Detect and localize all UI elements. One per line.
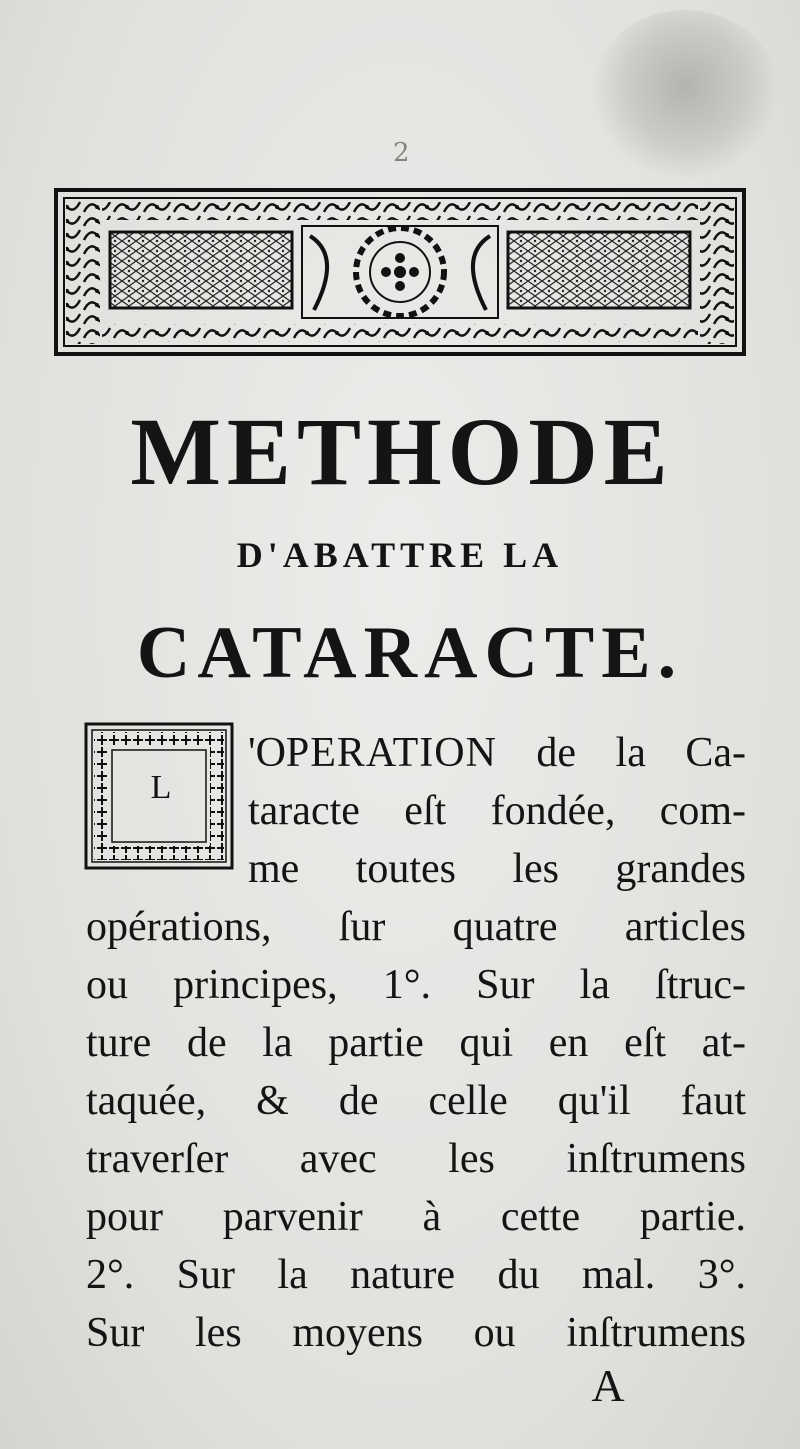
text-line-1-end: de la Ca-: [496, 730, 746, 776]
text-line-2: taracte eſt fondée, com-: [248, 788, 746, 834]
signature-mark: A: [591, 1360, 625, 1411]
text-line-1-smallcaps: PERATION: [285, 730, 497, 776]
text-line-4: opérations, ſur quatre articles: [86, 904, 746, 950]
title-cataracte: CATARACTE.: [136, 612, 684, 694]
text-line-7: taquée, & de celle qu'il faut: [86, 1078, 746, 1124]
initial-letter: L: [150, 769, 172, 806]
text-line-3: me toutes les grandes: [248, 846, 746, 892]
text-line-9: pour parvenir à cette partie.: [86, 1194, 746, 1240]
body-paragraph: [86, 724, 746, 1362]
text-line-8: traverſer avec les inſtrumens: [86, 1136, 746, 1182]
ornamental-headpiece: [52, 186, 748, 358]
text-line-1: [248, 724, 746, 782]
text-line-10: 2°. Sur la nature du mal. 3°.: [86, 1252, 746, 1298]
text-line-1-start: 'O: [248, 730, 286, 776]
text-line-11: Sur les moyens ou inſtrumens: [86, 1310, 746, 1356]
title-subtitle: D'ABATTRE LA: [236, 535, 564, 575]
ink-stain: [590, 10, 780, 180]
text-line-6: ture de la partie qui en eſt at-: [86, 1020, 746, 1066]
title-main: METHODE: [130, 398, 674, 505]
page-number: 2: [393, 138, 410, 168]
text-line-5: ou principes, 1°. Sur la ſtruc-: [86, 962, 746, 1008]
